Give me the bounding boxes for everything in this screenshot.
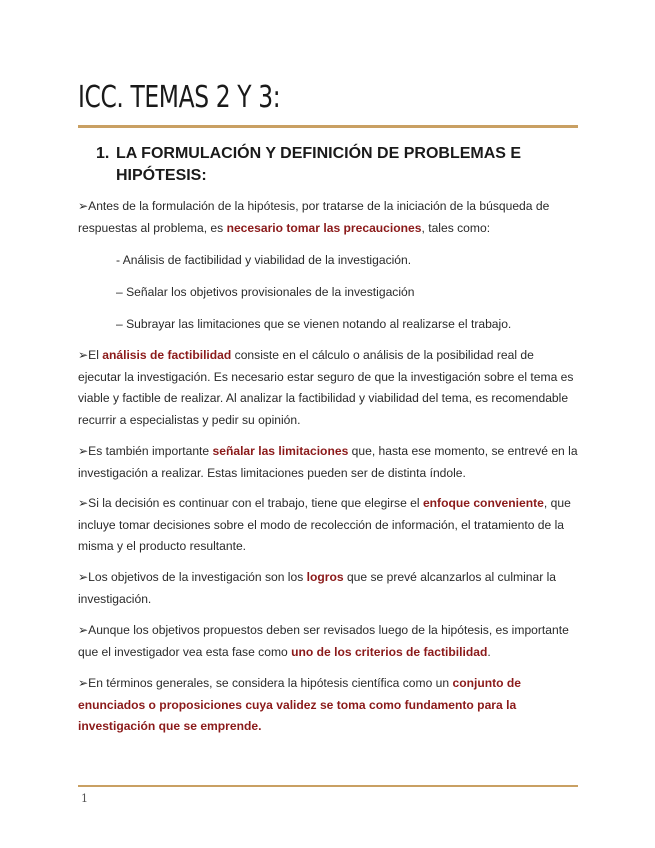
paragraph-text: ➢Aunque los objetivos propuestos deben ser revisados luego de la hipótesis, es importante que el investigador vea esta fase como: [78, 623, 569, 659]
paragraph-text: , que incluye tomar decisiones sobre el modo de recolección de información, el tratamiento de la misma y el producto resultante.: [78, 496, 571, 553]
highlight-text: enfoque conveniente: [422, 496, 544, 510]
paragraph-5: [78, 567, 578, 610]
paragraph-text: .: [487, 644, 491, 659]
bottom-divider: [78, 785, 578, 787]
highlight-text: necesario tomar las precauciones: [226, 220, 422, 235]
paragraph-2: [78, 345, 578, 431]
page-number: 1: [81, 792, 88, 805]
top-divider: [78, 125, 578, 128]
paragraph-7: [78, 673, 578, 738]
list-item: – Subrayar las limitaciones que se vienen notando al realizarse el trabajo.: [116, 317, 512, 331]
paragraph-text: que, hasta ese momento, se entrevé en la investigación a realizar. Estas limitaciones pueden ser de distinta índole.: [78, 444, 578, 480]
paragraph-4: [78, 493, 578, 558]
highlight-text: logros: [306, 570, 344, 584]
highlight-text: análisis de factibilidad: [102, 348, 232, 362]
paragraph-text: ➢Los objetivos de la investigación son los: [78, 570, 307, 584]
paragraph-6: [78, 620, 578, 663]
section-heading: [96, 143, 566, 187]
paragraph-text: consiste en el cálculo o análisis de la posibilidad real de ejecutar la investigación. Es necesario estar seguro de que la investigación sobre el tema es viable y factible de realizar. Al analizar la factibilidad y viabilidad del tema, es recomendable recurrir a especialistas y pedir su opinión.: [78, 348, 574, 427]
paragraph-text: ➢Antes de la formulación de la hipótesis, por tratarse de la iniciación de la búsqueda de respuestas al problema, es: [78, 199, 550, 235]
list-item: – Señalar los objetivos provisionales de la investigación: [116, 285, 415, 299]
section-heading-text: LA FORMULACIÓN Y DEFINICIÓN DE PROBLEMAS E HIPÓTESIS:: [116, 145, 522, 184]
list-item: - Análisis de factibilidad y viabilidad de la investigación.: [116, 253, 412, 267]
paragraph-text: , tales como:: [421, 220, 491, 235]
paragraph-text: ➢Es también importante: [78, 444, 213, 458]
paragraph-1: [78, 196, 578, 239]
paragraph-text: ➢En términos generales, se considera la hipótesis científica como un: [78, 676, 453, 690]
page-title: ICC. TEMAS 2 Y 3:: [78, 80, 281, 115]
section-number: 1.: [96, 145, 110, 162]
highlight-text: conjunto de enunciados o proposiciones cuya validez se toma como fundamento para la investigación que se emprende.: [78, 676, 522, 733]
highlight-text: uno de los criterios de factibilidad: [291, 644, 488, 659]
highlight-text: señalar las limitaciones: [212, 444, 349, 458]
paragraph-text: que se prevé alcanzarlos al culminar la investigación.: [78, 570, 557, 606]
paragraph-3: [78, 441, 578, 484]
paragraph-text: ➢El: [78, 348, 103, 362]
paragraph-text: ➢Si la decisión es continuar con el trabajo, tiene que elegirse el: [78, 496, 423, 510]
